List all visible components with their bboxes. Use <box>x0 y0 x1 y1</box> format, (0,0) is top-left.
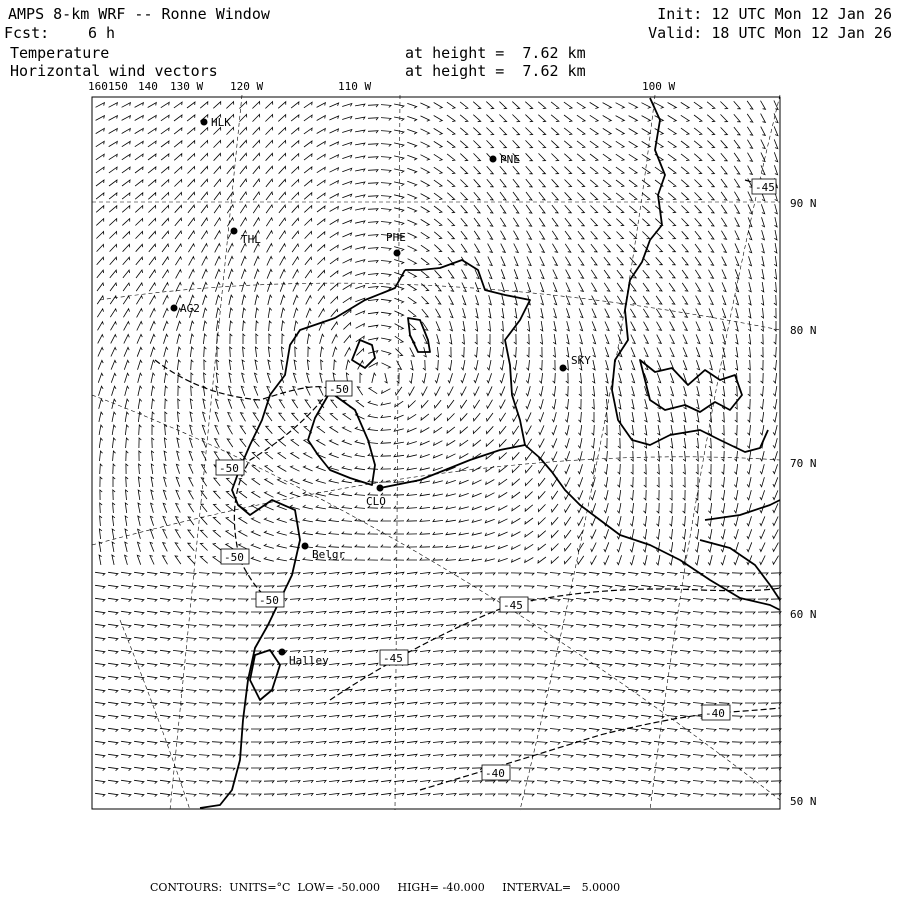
svg-text:Belgr: Belgr <box>312 548 346 561</box>
svg-text:CLO: CLO <box>366 495 386 508</box>
lon-label-150: 150 <box>108 80 128 93</box>
svg-text:-50: -50 <box>329 383 349 396</box>
svg-text:PHE: PHE <box>386 231 406 244</box>
svg-text:AG2: AG2 <box>180 302 200 315</box>
lat-label-70n: 70 N <box>790 457 817 470</box>
wind-vector-field <box>95 101 781 797</box>
contour-label-6 <box>500 597 528 612</box>
svg-text:Halley: Halley <box>289 654 329 667</box>
latitude-labels <box>790 197 817 808</box>
filchner-front <box>380 445 780 610</box>
antarctic-peninsula-edge <box>612 98 768 452</box>
wind-barbs <box>95 101 781 797</box>
coast-east-lower <box>705 500 780 520</box>
height-label-2: at height = 7.62 km <box>405 62 586 80</box>
svg-text:HLK: HLK <box>211 116 231 129</box>
init-time: Init: 12 UTC Mon 12 Jan 26 <box>657 5 892 23</box>
svg-text:-40: -40 <box>485 767 505 780</box>
forecast-hour: 6 h <box>88 24 116 42</box>
station-phe <box>386 231 406 257</box>
lon-label-140: 140 <box>138 80 158 93</box>
station-sky <box>560 354 592 372</box>
contour-label-9 <box>482 765 510 780</box>
map-title: AMPS 8-km WRF -- Ronne Window <box>8 5 270 23</box>
stations <box>171 116 592 667</box>
svg-text:-50: -50 <box>259 594 279 607</box>
small-island-2 <box>352 340 375 368</box>
lon-label-100w: 100 W <box>642 80 676 93</box>
height-label-1: at height = 7.62 km <box>405 44 586 62</box>
field-name-temperature: Temperature <box>10 44 110 62</box>
lat-label-50n: 50 N <box>790 795 817 808</box>
berkner-island <box>308 392 375 485</box>
coastline <box>200 98 780 808</box>
svg-text:THL: THL <box>241 233 261 246</box>
svg-text:-45: -45 <box>503 599 523 612</box>
contour-label-5 <box>256 592 284 607</box>
svg-text:-50: -50 <box>224 551 244 564</box>
lat-label-90n: 90 N <box>790 197 817 210</box>
graticule <box>92 95 780 810</box>
small-island-1 <box>408 318 430 352</box>
svg-text:-45: -45 <box>383 652 403 665</box>
field-name-wind: Horizontal wind vectors <box>10 62 218 80</box>
meridian-diag-1 <box>92 395 780 800</box>
ronne-coast-main <box>200 270 405 808</box>
island-belgrano <box>250 650 280 700</box>
contour-label-7 <box>380 650 408 665</box>
contour-label-4 <box>221 549 249 564</box>
contour-label-8 <box>702 705 730 720</box>
station-belgrano <box>302 543 346 562</box>
longitude-labels <box>88 80 675 93</box>
contour-minus-45 <box>330 588 780 700</box>
svg-text:-50: -50 <box>219 462 239 475</box>
station-ag2 <box>171 302 200 315</box>
peninsula-islands <box>640 360 742 412</box>
svg-text:-45: -45 <box>755 181 775 194</box>
valid-time: Valid: 18 UTC Mon 12 Jan 26 <box>648 24 892 42</box>
forecast-label: Fcst: <box>4 24 50 42</box>
lon-label-120w: 120 W <box>230 80 264 93</box>
svg-text:-40: -40 <box>705 707 725 720</box>
station-pne <box>490 153 520 166</box>
contour-label-1 <box>752 179 776 194</box>
temperature-contours <box>155 180 780 790</box>
station-clo <box>366 485 386 509</box>
lon-label-160: 160 <box>88 80 108 93</box>
contour-label-3 <box>216 460 244 475</box>
contour-label-2 <box>326 381 352 396</box>
svg-text:SKY: SKY <box>571 354 591 367</box>
contour-info: CONTOURS: UNITS=°C LOW= -50.000 HIGH= -40.000 INTERVAL= 5.0000 <box>150 881 621 894</box>
svg-text:PNE: PNE <box>500 153 520 166</box>
lat-label-80n: 80 N <box>790 324 817 337</box>
station-thl <box>231 228 262 247</box>
lat-label-60n: 60 N <box>790 608 817 621</box>
map-frame <box>92 97 780 809</box>
lon-label-130w: 130 W <box>170 80 204 93</box>
lon-label-110w: 110 W <box>338 80 372 93</box>
station-hlk <box>201 116 232 129</box>
